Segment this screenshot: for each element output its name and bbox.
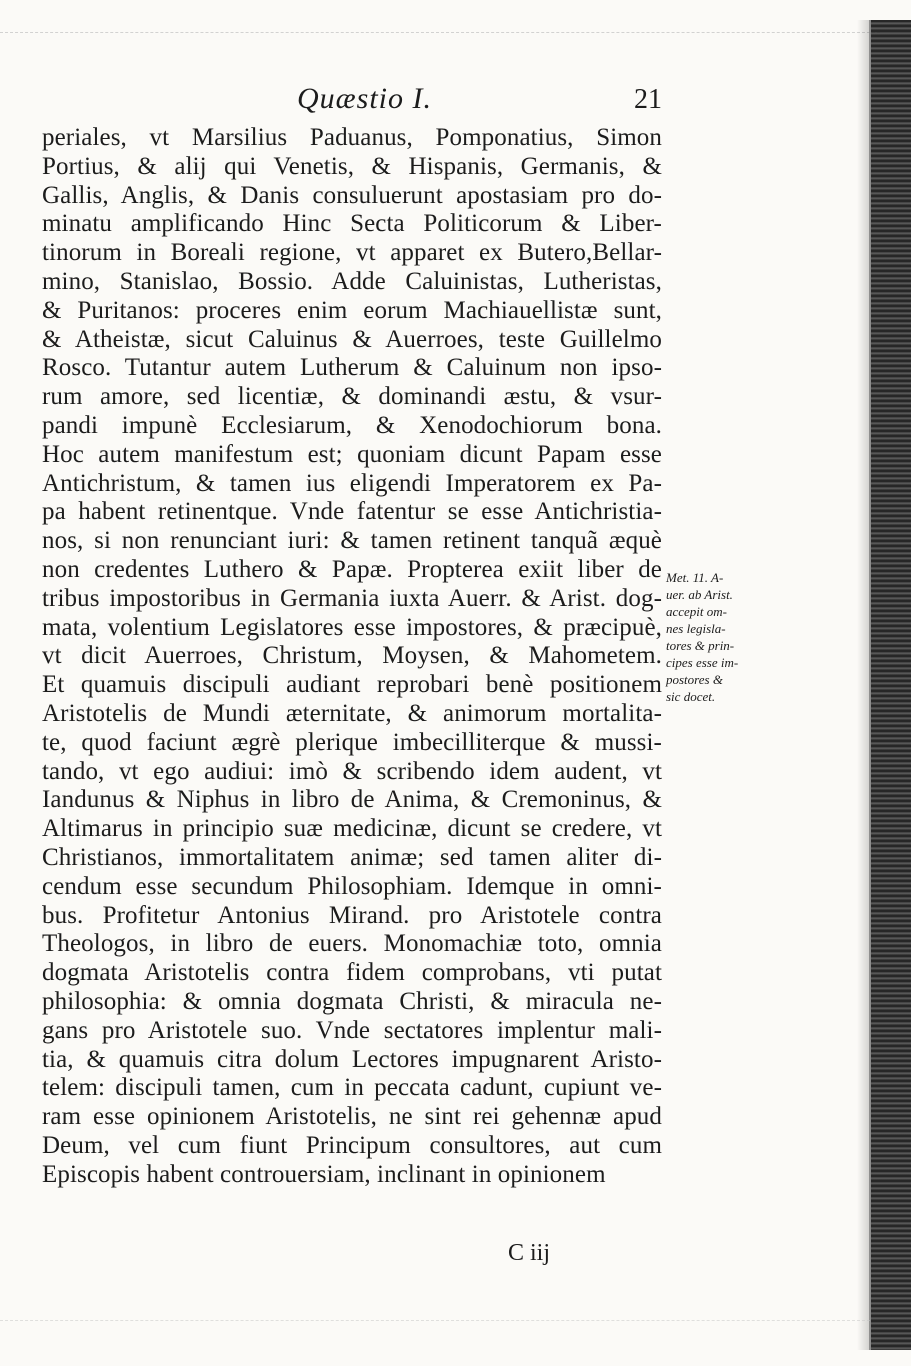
- text-line: nos, si non renunciant iuri: & tamen retinent tanquã æquè: [42, 527, 662, 555]
- text-line: Theologos, in libro de euers. Monomachiæ toto, omnia: [42, 930, 662, 958]
- text-line: non credentes Luthero & Papæ. Propterea exiit liber de: [42, 555, 662, 583]
- text-line: mata, volentium Legislatores esse impostores, & præcipuè,: [42, 613, 662, 641]
- text-line: mino, Stanislao, Bossio. Adde Caluinistas, Lutheristas,: [42, 267, 662, 295]
- marginal-note-line: nes legisla-: [666, 621, 726, 636]
- text-line: & Puritanos: proceres enim eorum Machiauellistæ sunt,: [42, 296, 662, 324]
- text-line: bus. Profitetur Antonius Mirand. pro Aristotele contra: [42, 901, 662, 929]
- text-line: pandi impunè Ecclesiarum, & Xenodochiorum bona.: [42, 411, 662, 439]
- text-line: minatu amplificando Hinc Secta Politicorum & Liber-: [42, 210, 662, 238]
- marginal-note-line: tores & prin-: [666, 638, 735, 653]
- text-line: te, quod faciunt ægrè plerique imbecilliterque & mussi-: [42, 728, 662, 756]
- marginal-note-line: accepit om-: [666, 604, 728, 619]
- text-line: tribus impostoribus in Germania iuxta Auerr. & Arist. dog-: [42, 584, 662, 612]
- text-line: Rosco. Tutantur autem Lutherum & Caluinum non ipso-: [42, 354, 662, 382]
- text-line: Hoc autem manifestum est; quoniam dicunt Papam esse: [42, 440, 662, 468]
- text-line: tando, vt ego audiui: imò & scribendo idem audent, vt: [42, 757, 662, 785]
- body-text: [42, 124, 662, 1189]
- running-title: Quæstio I.: [297, 82, 433, 115]
- page-top-edge: [0, 32, 880, 39]
- text-line: & Atheistæ, sicut Caluinus & Auerroes, teste Guillelmo: [42, 325, 662, 353]
- text-line: Aristotelis de Mundi æternitate, & animorum mortalita-: [42, 699, 662, 727]
- marginal-note-line: uer. ab Arist.: [666, 587, 733, 602]
- text-line: Christianos, immortalitatem animæ; sed tamen aliter di-: [42, 843, 662, 871]
- text-line: rum amore, sed licentiæ, & dominandi æstu, & vsur-: [42, 383, 662, 411]
- marginal-note-line: sic docet.: [666, 689, 716, 704]
- text-line: gans pro Aristotele suo. Vnde sectatores implentur mali-: [42, 1016, 662, 1044]
- text-line: Gallis, Anglis, & Danis consuluerunt apostasiam pro do-: [42, 181, 662, 209]
- book-spine-edge: [869, 20, 911, 1350]
- text-line: ram esse opinionem Aristotelis, ne sint rei gehennæ apud: [42, 1103, 662, 1131]
- signature-mark: C iij: [508, 1240, 551, 1266]
- text-line: cendum esse secundum Philosophiam. Idemque in omni-: [42, 872, 662, 900]
- text-line: Deum, vel cum fiunt Principum consultores, aut cum: [42, 1131, 662, 1159]
- text-line: philosophia: & omnia dogmata Christi, & miracula ne-: [42, 987, 662, 1015]
- text-line: vt dicit Auerroes, Christum, Moysen, & Mahometem.: [42, 642, 662, 670]
- text-line: Et quamuis discipuli audiant reprobari benè positionem: [42, 671, 662, 699]
- text-line: telem: discipuli tamen, cum in peccata cadunt, cupiunt ve-: [42, 1074, 662, 1102]
- text-line: Antichristum, & tamen ius eligendi Imperatorem ex Pa-: [42, 469, 662, 497]
- marginal-note-line: postores &: [666, 672, 723, 687]
- text-line: Altimarus in principio suæ medicinæ, dicunt se credere, vt: [42, 815, 662, 843]
- text-line: tinorum in Boreali regione, vt apparet ex Butero,Bellar-: [42, 239, 662, 267]
- marginal-note: [666, 569, 776, 705]
- marginal-note-line: cipes esse im-: [666, 655, 739, 670]
- text-line: tia, & quamuis citra dolum Lectores impugnarent Aristo-: [42, 1045, 662, 1073]
- marginal-note-line: Met. 11. A-: [666, 570, 724, 585]
- page-number: 21: [634, 84, 662, 115]
- text-line: pa habent retinentque. Vnde fatentur se esse Antichristia-: [42, 498, 662, 526]
- text-line: periales, vt Marsilius Paduanus, Pomponatius, Simon: [42, 124, 662, 151]
- text-line: dogmata Aristotelis contra fidem comprobans, vti putat: [42, 959, 662, 987]
- text-line: Portius, & alij qui Venetis, & Hispanis, Germanis, &: [42, 152, 662, 180]
- text-line: Episcopis habent controuersiam, inclinant in opinionem: [42, 1160, 606, 1188]
- page-bottom-edge: [0, 1320, 870, 1325]
- page-header: [42, 82, 662, 120]
- text-line: Iandunus & Niphus in libro de Anima, & Cremoninus, &: [42, 786, 662, 814]
